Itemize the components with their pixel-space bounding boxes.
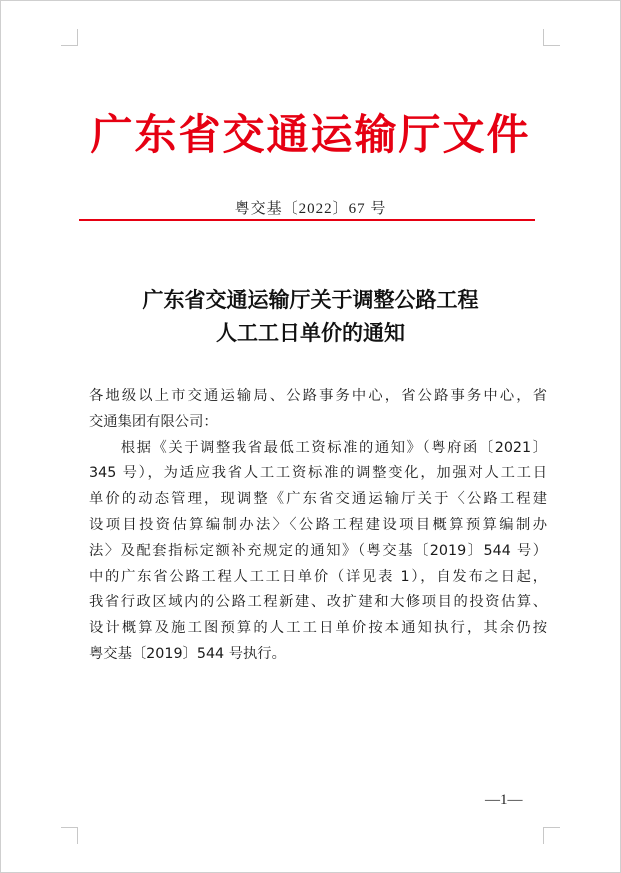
body-line: 单价的动态管理，现调整《广东省交通运输厅关于〈公路工程建 <box>89 491 547 508</box>
body-line: 粤交基〔2019〕544 号执行。 <box>89 645 286 662</box>
document-title <box>1 283 620 349</box>
document-masthead: 广东省交通运输厅文件 <box>90 110 531 159</box>
crop-mark-top-left <box>61 29 78 46</box>
body-line: 根据《关于调整我省最低工资标准的通知》（粤府函〔2021〕 <box>89 439 547 456</box>
body-line: 345 号），为适应我省人工工资标准的调整变化，加强对人工工日 <box>89 465 547 482</box>
body-line: 各地级以上市交通运输局、公路事务中心，省公路事务中心，省 <box>89 388 547 404</box>
body-line: 法〉及配套指标定额补充规定的通知》（粤交基〔2019〕544 号） <box>89 542 547 559</box>
page-number: —1— <box>485 792 523 808</box>
body-line: 中的广东省公路工程人工工日单价（详见表 1），自发布之日起， <box>89 568 547 585</box>
body-line: 交通集团有限公司： <box>89 413 218 430</box>
crop-mark-bottom-right <box>543 827 560 844</box>
document-body <box>89 384 547 668</box>
body-line: 设计概算及施工图预算的人工工日单价按本通知执行，其余仍按 <box>89 620 547 637</box>
title-line-2: 人工工日单价的通知 <box>216 320 405 345</box>
title-line-1: 广东省交通运输厅关于调整公路工程 <box>142 287 479 312</box>
body-line: 我省行政区域内的公路工程新建、改扩建和大修项目的投资估算、 <box>89 594 547 611</box>
red-divider-line <box>79 219 535 221</box>
crop-mark-bottom-left <box>61 827 78 844</box>
body-line: 设项目投资估算编制办法〉〈公路工程建设项目概算预算编制办 <box>89 516 547 533</box>
document-number: 粤交基〔2022〕67 号 <box>234 201 387 217</box>
crop-mark-top-right <box>543 29 560 46</box>
